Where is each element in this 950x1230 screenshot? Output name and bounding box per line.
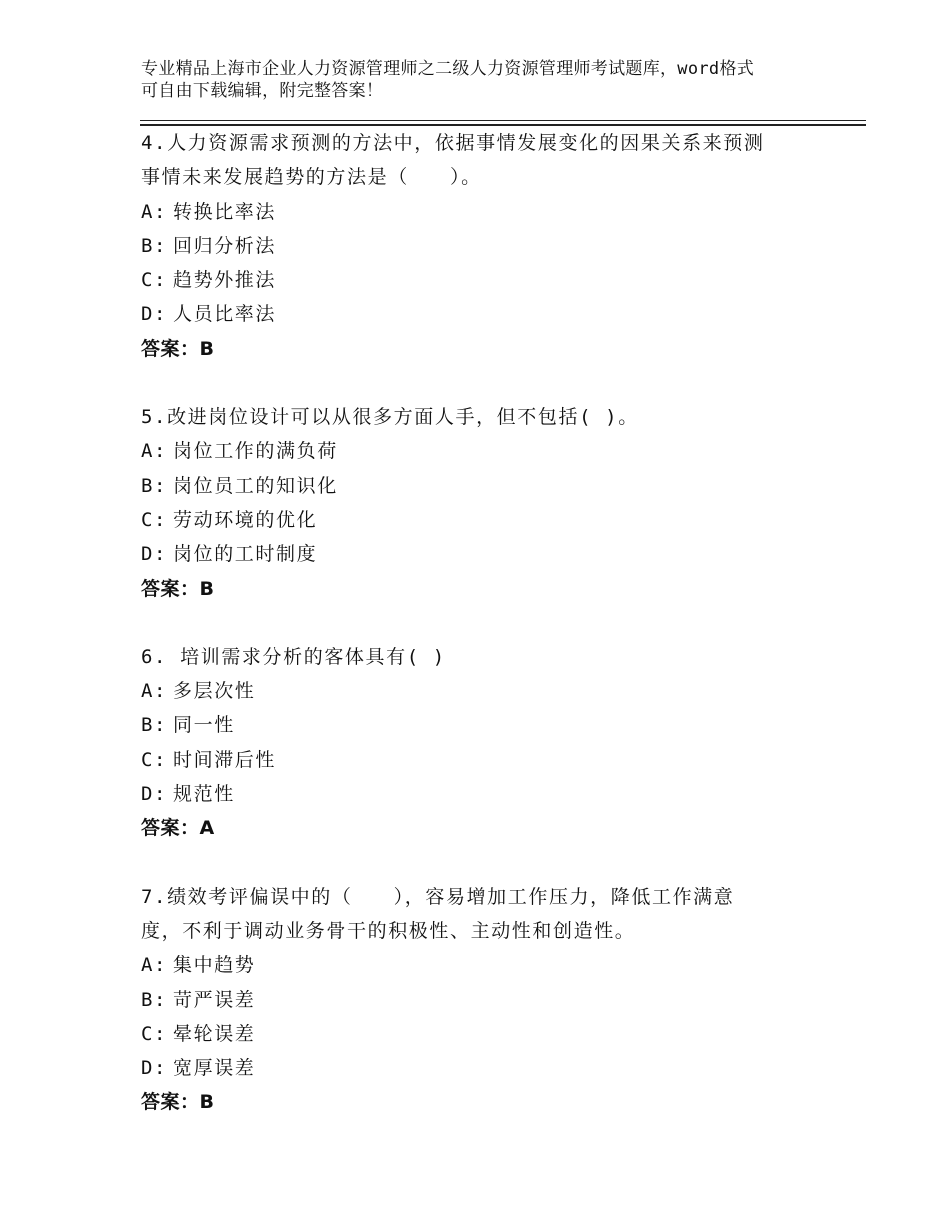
option-letter: D: — [141, 783, 168, 806]
question-list — [141, 126, 841, 1120]
option-letter: C: — [141, 269, 168, 292]
option-letter: C: — [141, 1022, 168, 1045]
option-c — [141, 1017, 841, 1051]
question-4 — [141, 126, 841, 366]
option-letter: D: — [141, 543, 168, 566]
option-a — [141, 674, 841, 708]
answer-label: 答案：A — [141, 817, 215, 840]
question-text: 7.绩效考评偏误中的（ ），容易增加工作压力，降低工作满意 — [141, 885, 735, 908]
option-text: 晕轮误差 — [173, 1022, 256, 1045]
option-letter: B: — [141, 988, 168, 1011]
option-d — [141, 1051, 841, 1085]
option-letter: A: — [141, 440, 168, 463]
question-6 — [141, 640, 841, 846]
option-text: 岗位的工时制度 — [173, 543, 318, 566]
option-letter: C: — [141, 508, 168, 531]
option-letter: D: — [141, 1057, 168, 1080]
option-d — [141, 537, 841, 571]
header-line: 可自由下载编辑，附完整答案！ — [141, 81, 384, 101]
option-text: 回归分析法 — [173, 234, 277, 257]
option-letter: B: — [141, 474, 168, 497]
question-text: 5.改进岗位设计可以从很多方面人手，但不包括( )。 — [141, 406, 639, 429]
option-text: 苛严误差 — [173, 988, 256, 1011]
option-text: 时间滞后性 — [173, 748, 277, 771]
answer-label: 答案：B — [141, 337, 215, 360]
option-letter: B: — [141, 714, 168, 737]
option-letter: D: — [141, 303, 168, 326]
option-text: 转换比率法 — [173, 200, 277, 223]
option-letter: C: — [141, 748, 168, 771]
option-text: 多层次性 — [173, 680, 256, 703]
option-text: 岗位工作的满负荷 — [173, 440, 338, 463]
option-text: 岗位员工的知识化 — [173, 474, 338, 497]
question-5 — [141, 400, 841, 606]
question-text: 度，不利于调动业务骨干的积极性、主动性和创造性。 — [141, 919, 636, 942]
option-letter: B: — [141, 234, 168, 257]
option-a — [141, 948, 841, 982]
option-text: 集中趋势 — [173, 954, 256, 977]
option-b — [141, 229, 841, 263]
option-letter: A: — [141, 954, 168, 977]
option-text: 人员比率法 — [173, 303, 277, 326]
question-text: 6. 培训需求分析的客体具有( ) — [141, 645, 446, 668]
option-letter: A: — [141, 200, 168, 223]
option-text: 趋势外推法 — [173, 269, 277, 292]
option-text: 劳动环境的优化 — [173, 508, 318, 531]
option-b — [141, 708, 841, 742]
header-line: 专业精品上海市企业人力资源管理师之二级人力资源管理师考试题库，word格式 — [141, 59, 755, 79]
question-text: 4.人力资源需求预测的方法中，依据事情发展变化的因果关系来预测 — [141, 132, 765, 154]
option-c — [141, 743, 841, 777]
option-a — [141, 434, 841, 468]
option-letter: A: — [141, 680, 168, 703]
option-d — [141, 297, 841, 331]
answer-label: 答案：B — [141, 577, 215, 600]
question-7 — [141, 880, 841, 1120]
option-c — [141, 263, 841, 297]
question-text: 事情未来发展趋势的方法是（ ）。 — [141, 166, 482, 189]
option-b — [141, 469, 841, 503]
header-divider — [140, 120, 866, 121]
answer-label: 答案：B — [141, 1091, 215, 1114]
document-header — [141, 58, 821, 102]
option-b — [141, 983, 841, 1017]
option-text: 宽厚误差 — [173, 1057, 256, 1080]
option-text: 规范性 — [173, 783, 235, 806]
option-a — [141, 195, 841, 229]
option-text: 同一性 — [173, 714, 235, 737]
option-c — [141, 503, 841, 537]
option-d — [141, 777, 841, 811]
